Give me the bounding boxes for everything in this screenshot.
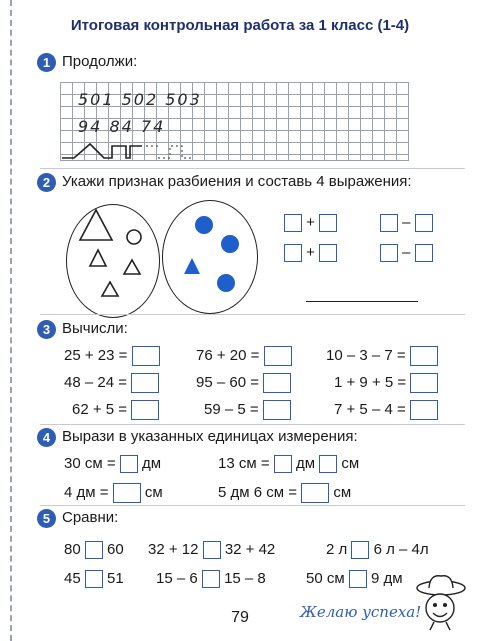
task-number-3: 3	[37, 320, 56, 339]
answer-box[interactable]	[319, 455, 337, 473]
compare-2-3: 50 см 9 дм	[306, 570, 403, 587]
task-number-2: 2	[37, 173, 56, 192]
convert-3: 4 дм = см	[64, 483, 163, 503]
calc-1-1: 25 + 23 =	[64, 346, 160, 366]
calc-1-2: 76 + 20 =	[196, 346, 292, 366]
answer-box[interactable]	[120, 455, 138, 473]
answer-box[interactable]	[284, 214, 302, 232]
task-3-label: Вычисли:	[62, 320, 128, 337]
answer-box[interactable]	[410, 373, 438, 393]
sign-box[interactable]	[349, 570, 367, 588]
compare-1-1: 80 60	[64, 541, 124, 558]
task-number-1: 1	[37, 53, 56, 72]
answer-box[interactable]	[410, 400, 438, 420]
answer-box[interactable]	[263, 400, 291, 420]
page-title: Итоговая контрольная работа за 1 класс (1-4)	[70, 17, 410, 34]
compare-1-2: 32 + 12 32 + 42	[148, 541, 276, 558]
answer-box[interactable]	[319, 244, 337, 262]
task-number-5: 5	[37, 509, 56, 528]
answer-box[interactable]	[415, 244, 433, 262]
task-5-label: Сравни:	[62, 509, 119, 526]
answer-box[interactable]	[264, 346, 292, 366]
convert-1: 30 см = дм	[64, 455, 162, 472]
page-number: 79	[231, 609, 249, 626]
triangles-group	[66, 204, 161, 319]
compare-2-2: 15 – 6 15 – 8	[156, 570, 266, 587]
sign-box[interactable]	[351, 541, 369, 559]
calc-1-3: 10 – 3 – 7 =	[326, 346, 438, 366]
answer-box[interactable]	[274, 455, 292, 473]
answer-box[interactable]	[301, 483, 329, 503]
answer-box[interactable]	[380, 214, 398, 232]
calc-2-3: 1 + 9 + 5 =	[334, 373, 438, 393]
sign-box[interactable]	[202, 570, 220, 588]
blue-shapes-group	[162, 200, 258, 315]
sequence-2: 94 84 74	[78, 117, 166, 136]
answer-box[interactable]	[380, 244, 398, 262]
calc-3-3: 7 + 5 – 4 =	[334, 400, 438, 420]
answer-box[interactable]	[131, 400, 159, 420]
answer-box[interactable]	[263, 373, 291, 393]
task-2-label: Укажи признак разбиения и составь 4 выражения:	[62, 173, 412, 190]
convert-4: 5 дм 6 см = см	[218, 483, 351, 503]
task-number-4: 4	[37, 428, 56, 447]
calc-3-2: 59 – 5 =	[204, 400, 291, 420]
convert-2: 13 см = дм см	[218, 455, 360, 472]
calc-2-2: 95 – 60 =	[196, 373, 291, 393]
compare-1-3: 2 л 6 л – 4л	[326, 541, 429, 558]
answer-box[interactable]	[415, 214, 433, 232]
answer-box[interactable]	[113, 483, 141, 503]
compare-2-1: 45 51	[64, 570, 124, 587]
answer-box[interactable]	[284, 244, 302, 262]
answer-box[interactable]	[132, 346, 160, 366]
wish-text: Желаю успеха!	[300, 603, 422, 621]
cut-line	[10, 0, 12, 641]
sign-box[interactable]	[203, 541, 221, 559]
answer-box[interactable]	[131, 373, 159, 393]
sign-box[interactable]	[85, 541, 103, 559]
divider	[40, 505, 465, 506]
divider	[40, 314, 465, 315]
divider	[40, 168, 465, 169]
expression-slot-3: +	[284, 244, 337, 262]
cowboy-mascot-icon	[414, 572, 468, 632]
expression-slot-2: –	[380, 214, 433, 232]
pattern-drawing	[60, 138, 220, 162]
answer-box[interactable]	[319, 214, 337, 232]
divider	[40, 424, 465, 425]
expression-slot-4: –	[380, 244, 433, 262]
sign-box[interactable]	[85, 570, 103, 588]
answer-line[interactable]	[306, 301, 418, 302]
sequence-1: 501 502 503	[78, 90, 202, 109]
calc-2-1: 48 – 24 =	[64, 373, 159, 393]
expression-slot-1: +	[284, 214, 337, 232]
answer-box[interactable]	[410, 346, 438, 366]
task-4-label: Вырази в указанных единицах измерения:	[62, 428, 358, 445]
task-1-label: Продолжи:	[62, 53, 138, 70]
calc-3-1: 62 + 5 =	[72, 400, 159, 420]
